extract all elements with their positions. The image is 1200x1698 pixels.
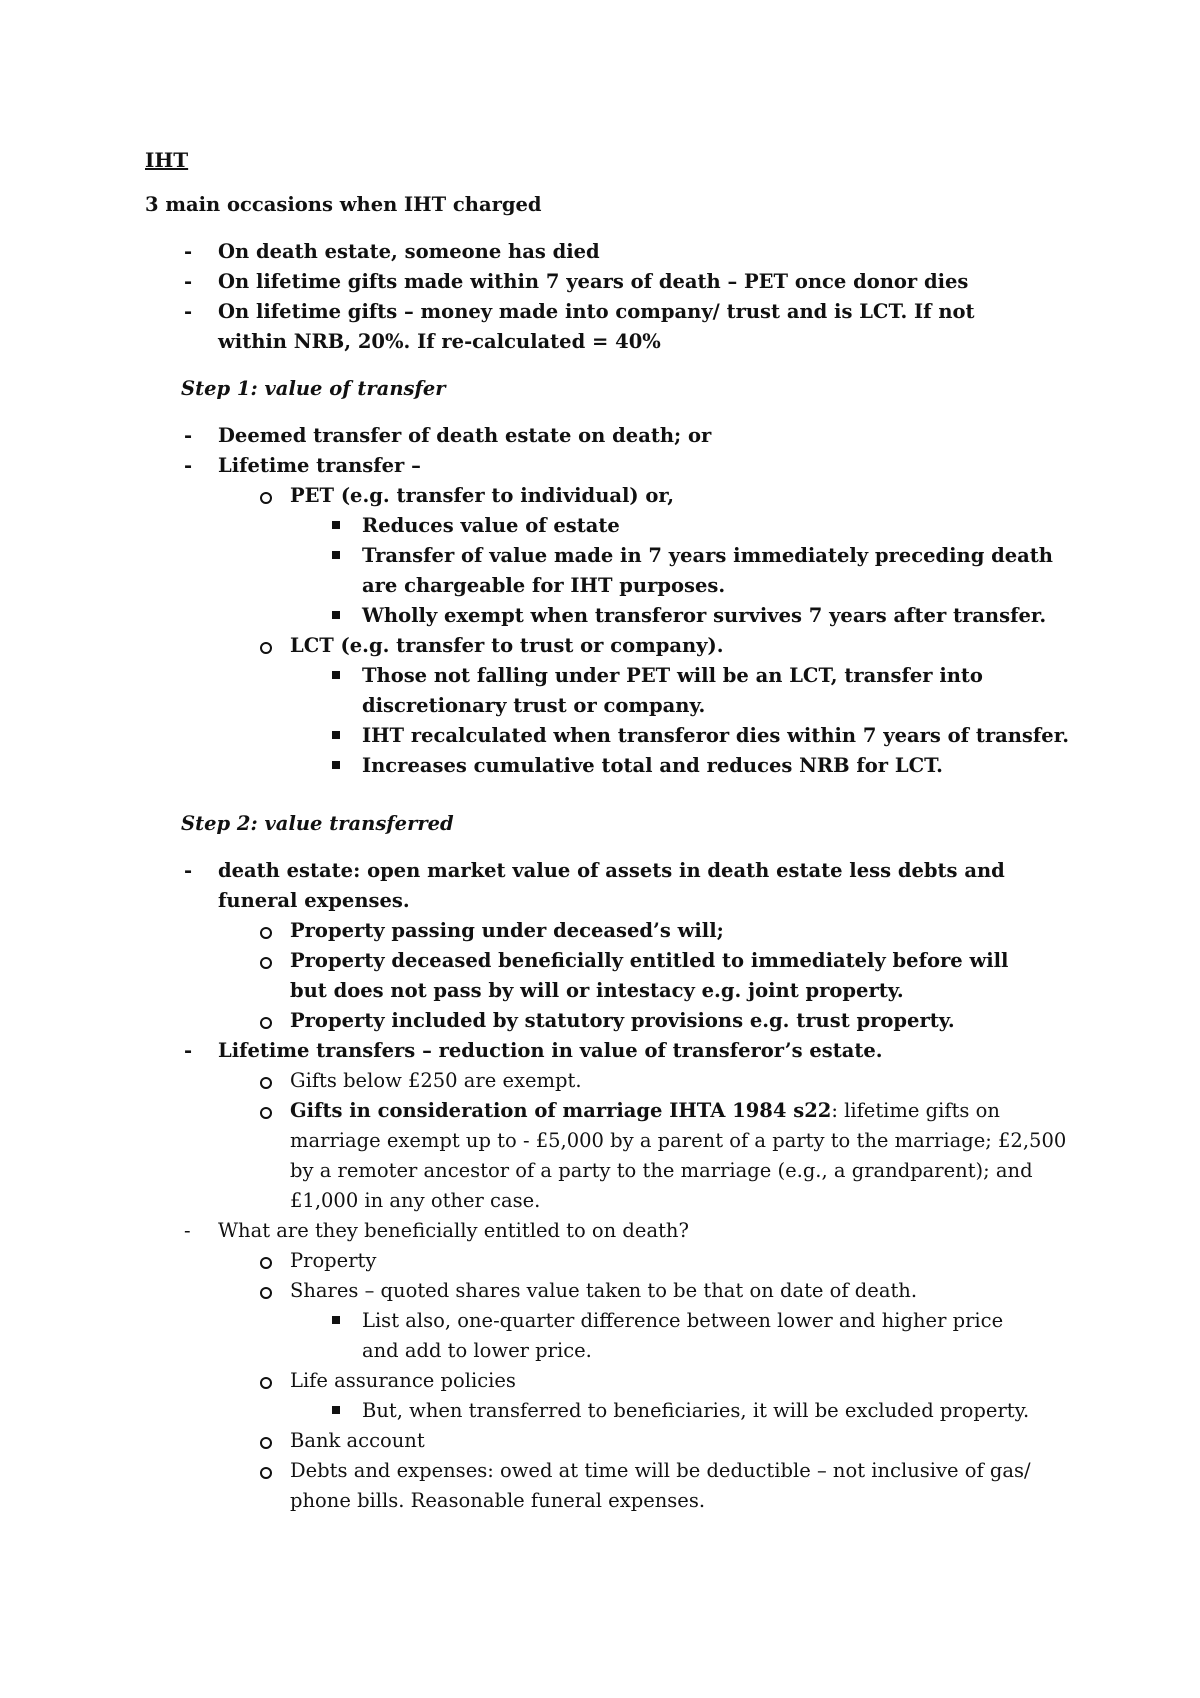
- list-item: - Lifetime transfer – PET (e.g. transfer to individual) or, Reduces value of estate Transfer of value made in 7 years immediately preceding death are chargeable for IHT purposes. Wholly exempt when transferor survives 7 years after transfer. LCT (e.g. transfer to trust or company). Those not falling under PET will be an LCT, transfer into discretionary trust or company. IHT recalculated when transferor dies within 7 years of transfer. Increases cumulative total and reduces NRB for LCT.: [218, 451, 1078, 781]
- intro-line: 3 main occasions when IHT charged: [145, 193, 542, 216]
- list-item: Debts and expenses: owed at time will be deductible – not inclusive of gas/ phone bills. Reasonable funeral expenses.: [290, 1456, 1078, 1516]
- list-item: Those not falling under PET will be an LCT, transfer into discretionary trust or company.: [362, 661, 1078, 721]
- list-item: Shares – quoted shares value taken to be that on date of death. List also, one-quarter difference between lower and higher price and add to lower price.: [290, 1276, 1078, 1366]
- step1-heading: Step 1: value of transfer: [181, 377, 446, 400]
- marriage-gifts-text: : lifetime gifts on marriage exempt up to - £5,000 by a parent of a party to the marriage; £2,500 by a remoter ancestor of a party to the marriage (e.g., a grandparent); and £1,000 in any other case.: [290, 1099, 1067, 1212]
- list-item: Bank account: [290, 1426, 1078, 1456]
- list-item: LCT (e.g. transfer to trust or company). Those not falling under PET will be an LCT, transfer into discretionary trust or company. IHT recalculated when transferor dies within 7 years of transfer. Increases cumulative total and reduces NRB for LCT.: [290, 631, 1078, 781]
- list-item: - death estate: open market value of assets in death estate less debts and funeral expenses. Property passing under deceased’s will; Property deceased beneficially entitled to immediately before will but does not pass by will or intestacy e.g. joint property. Property included by statutory provisions e.g. trust property.: [218, 856, 1078, 1036]
- list-item: - Deemed transfer of death estate on death; or: [184, 424, 712, 447]
- list-item: - On lifetime gifts – money made into company/ trust and is LCT. If not within NRB, 20%. If re-calculated = 40%: [184, 300, 975, 353]
- list-item: But, when transferred to beneficiaries, it will be excluded property.: [362, 1396, 1078, 1426]
- list-item: List also, one-quarter difference between lower and higher price and add to lower price.: [362, 1306, 1078, 1366]
- list-item: Wholly exempt when transferor survives 7 years after transfer.: [362, 601, 1078, 631]
- list-item: Property passing under deceased’s will;: [290, 916, 1078, 946]
- list-item: Transfer of value made in 7 years immediately preceding death are chargeable for IHT purposes.: [362, 541, 1078, 601]
- list-item: - On death estate, someone has died: [184, 240, 600, 263]
- list-item: - What are they beneficially entitled to on death? Property Shares – quoted shares value taken to be that on date of death. List also, one-quarter difference between lower and higher price and add to lower price. Life assurance policies But, when transferred to beneficiaries, it will be excluded property. Bank account Debts and expenses: owed at time will be deductible – not inclusive of gas/ phone bills. Reasonable funeral expenses.: [218, 1216, 1078, 1516]
- list-item: Property: [290, 1246, 1078, 1276]
- list-item: Gifts below £250 are exempt.: [290, 1066, 1078, 1096]
- marriage-gifts-title: Gifts in consideration of marriage IHTA 1984 s22: [290, 1099, 832, 1122]
- list-item: [290, 1096, 1078, 1216]
- step2-list: [184, 856, 1078, 1516]
- list-item: - Lifetime transfers – reduction in value of transferor’s estate. Gifts below £250 are exempt. Gifts in consideration of marriage IHTA 1984 s22: lifetime gifts on marriage exempt up to - £5,000 by a parent of a party to the marriage; £2,500 by a remoter ancestor of a party to the marriage (e.g., a grandparent); and £1,000 in any other case.: [218, 1036, 1078, 1216]
- list-item: IHT recalculated when transferor dies within 7 years of transfer.: [362, 721, 1078, 751]
- list-item: Increases cumulative total and reduces NRB for LCT.: [362, 751, 1078, 781]
- list-item: Property deceased beneficially entitled to immediately before will but does not pass by will or intestacy e.g. joint property.: [290, 946, 1078, 1006]
- list-item: - On lifetime gifts made within 7 years of death – PET once donor dies: [184, 270, 969, 293]
- list-item: Life assurance policies But, when transferred to beneficiaries, it will be excluded property.: [290, 1366, 1078, 1426]
- step2-heading: Step 2: value transferred: [181, 812, 454, 835]
- list-item: PET (e.g. transfer to individual) or, Reduces value of estate Transfer of value made in 7 years immediately preceding death are chargeable for IHT purposes. Wholly exempt when transferor survives 7 years after transfer.: [290, 481, 1078, 631]
- document-title: IHT: [145, 148, 189, 172]
- list-item: Reduces value of estate: [362, 511, 1078, 541]
- list-item: Property included by statutory provisions e.g. trust property.: [290, 1006, 1078, 1036]
- step1-list: [184, 421, 1078, 781]
- occasions-list: [184, 237, 1078, 357]
